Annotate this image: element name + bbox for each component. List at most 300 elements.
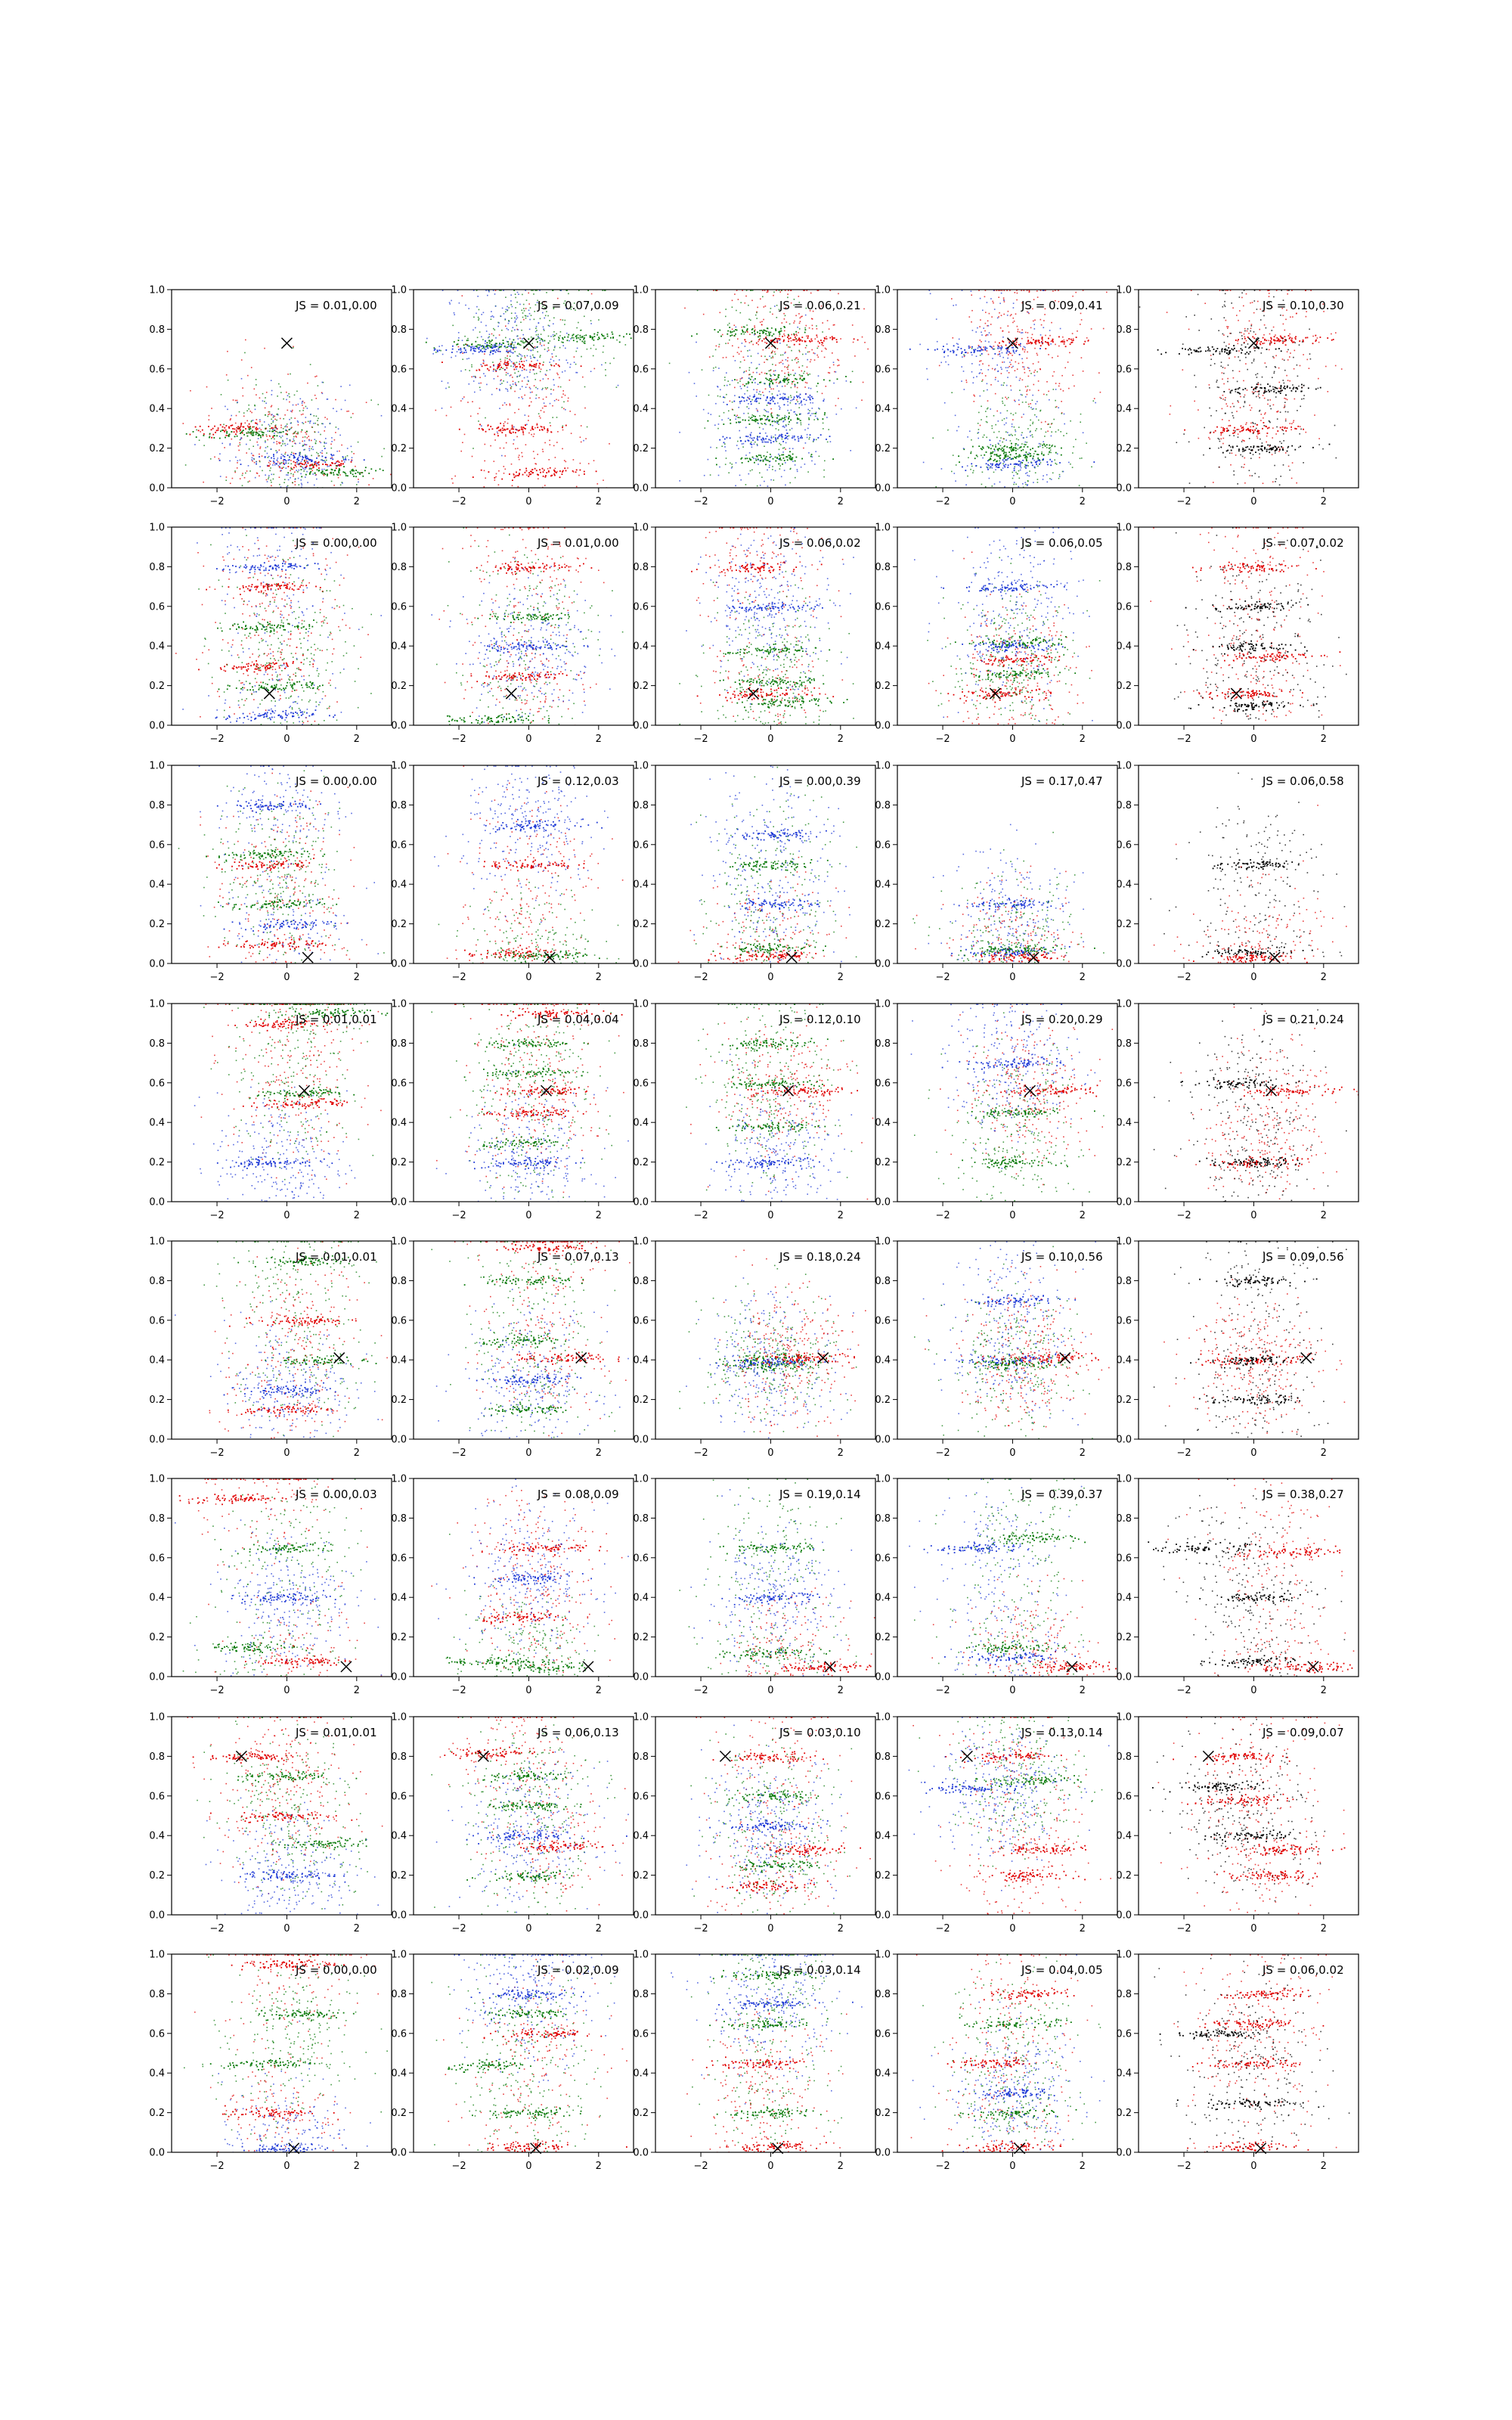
scatter-point: [995, 368, 996, 370]
scatter-point: [1287, 351, 1288, 352]
scatter-point: [534, 374, 535, 375]
scatter-point: [483, 361, 485, 362]
scatter-point: [1252, 392, 1253, 393]
scatter-point: [502, 405, 503, 406]
scatter-point: [816, 439, 817, 441]
scatter-point: [562, 407, 563, 408]
band-point: [580, 339, 581, 340]
scatter-point: [435, 410, 437, 411]
scatter-point: [273, 479, 274, 480]
scatter-point: [829, 328, 830, 330]
scatter-point: [438, 346, 440, 347]
band-point: [479, 347, 480, 349]
scatter-point: [573, 459, 575, 461]
scatter-point: [1021, 435, 1022, 436]
band-point: [850, 381, 851, 383]
scatter-point: [1029, 470, 1030, 472]
scatter-point: [522, 342, 523, 343]
scatter-point: [998, 354, 999, 355]
band-point: [1003, 450, 1005, 451]
scatter-point: [992, 301, 993, 302]
scatter-point: [563, 402, 565, 403]
band-point: [784, 393, 785, 395]
scatter-point: [978, 423, 979, 424]
scatter-point: [785, 415, 786, 417]
scatter-point: [1034, 320, 1036, 321]
band-point: [362, 476, 364, 477]
scatter-point: [267, 453, 268, 455]
scatter-point: [499, 390, 500, 392]
scatter-point: [525, 357, 526, 358]
scatter-point: [1025, 454, 1027, 455]
scatter-point: [745, 427, 747, 429]
band-point: [769, 333, 770, 334]
band-point: [770, 424, 771, 426]
band-point: [1015, 453, 1017, 455]
scatter-point: [943, 356, 945, 358]
scatter-point: [311, 399, 313, 401]
band-point: [353, 476, 355, 477]
band-point: [212, 434, 214, 436]
scatter-point: [553, 323, 554, 324]
band-point: [1030, 342, 1031, 343]
scatter-point: [1221, 439, 1222, 440]
scatter-point: [1287, 293, 1288, 295]
scatter-point: [547, 432, 548, 433]
scatter-point: [581, 425, 582, 427]
scatter-point: [596, 349, 597, 350]
band-point: [274, 458, 275, 460]
scatter-point: [801, 424, 802, 426]
band-point: [496, 428, 497, 430]
scatter-point: [550, 403, 551, 405]
scatter-point: [534, 433, 535, 435]
band-point: [469, 346, 470, 347]
scatter-point: [300, 473, 302, 475]
band-point: [1023, 455, 1024, 456]
scatter-point: [544, 345, 545, 346]
scatter-point: [770, 312, 771, 313]
scatter-point: [289, 419, 290, 420]
scatter-point: [237, 400, 238, 402]
scatter-point: [538, 336, 539, 337]
scatter-point: [1049, 478, 1051, 479]
scatter-point: [786, 367, 788, 368]
band-point: [1004, 445, 1005, 447]
scatter-point: [993, 472, 995, 473]
band-point: [782, 464, 783, 465]
scatter-point: [1017, 293, 1018, 294]
scatter-point: [278, 408, 280, 410]
scatter-point: [525, 315, 527, 317]
scatter-point: [835, 371, 837, 373]
band-point: [845, 376, 847, 377]
scatter-point: [275, 424, 277, 426]
scatter-point: [1038, 380, 1040, 382]
band-point: [259, 456, 260, 458]
y-tick-label: 0.8: [391, 324, 407, 336]
scatter-point: [500, 359, 501, 361]
scatter-point: [246, 452, 247, 454]
scatter-point: [784, 366, 785, 368]
scatter-point: [256, 461, 257, 463]
scatter-point: [864, 342, 866, 343]
scatter-point: [493, 328, 494, 330]
band-point: [1028, 343, 1030, 344]
band-point: [789, 421, 790, 423]
scatter-point: [1010, 386, 1012, 387]
scatter-point: [792, 436, 794, 437]
scatter-point: [801, 316, 802, 318]
scatter-point: [500, 383, 501, 385]
scatter-point: [290, 428, 292, 430]
scatter-point: [530, 369, 531, 371]
scatter-point: [501, 455, 503, 457]
scatter-point: [1002, 352, 1003, 354]
band-point: [773, 458, 774, 460]
scatter-point: [478, 317, 479, 318]
scatter-point: [271, 419, 272, 420]
band-point: [766, 343, 767, 344]
band-point: [730, 437, 731, 439]
band-point: [481, 346, 482, 347]
scatter-point: [783, 426, 785, 427]
scatter-point: [787, 293, 789, 295]
scatter-point: [542, 341, 544, 343]
band-point: [978, 346, 980, 348]
band-point: [323, 460, 324, 461]
scatter-point: [970, 346, 971, 348]
scatter-point: [1228, 420, 1230, 421]
scatter-point: [1016, 377, 1018, 378]
scatter-point: [532, 355, 534, 356]
scatter-point: [1030, 435, 1031, 436]
scatter-point: [807, 373, 808, 374]
scatter-point: [1284, 330, 1286, 331]
scatter-point: [979, 361, 981, 362]
scatter-point: [785, 315, 786, 317]
scatter-point: [735, 418, 736, 420]
band-point: [498, 349, 500, 350]
scatter-point: [321, 453, 323, 455]
scatter-point: [239, 430, 240, 432]
band-point: [273, 455, 274, 457]
scatter-point: [1015, 413, 1017, 414]
scatter-point: [1027, 358, 1028, 359]
scatter-point: [773, 371, 775, 372]
scatter-point: [588, 463, 590, 464]
scatter-point: [1294, 399, 1296, 400]
scatter-point: [1002, 330, 1004, 332]
scatter-point: [305, 406, 307, 408]
band-point: [554, 335, 556, 337]
band-point: [751, 382, 753, 383]
scatter-point: [516, 368, 517, 370]
scatter-point: [1012, 347, 1013, 349]
scatter-point: [274, 427, 276, 429]
scatter-point: [302, 437, 304, 439]
scatter-point: [942, 349, 943, 350]
band-point: [758, 339, 760, 340]
scatter-point: [493, 371, 494, 372]
scatter-point: [800, 375, 801, 377]
band-point: [529, 474, 531, 476]
scatter-point: [533, 369, 534, 371]
scatter-point: [1025, 396, 1027, 398]
scatter-point: [778, 454, 779, 455]
scatter-point: [531, 392, 533, 393]
scatter-point: [779, 336, 780, 337]
scatter-point: [951, 392, 953, 393]
scatter-point: [1007, 377, 1009, 378]
y-tick-label: 0.2: [149, 443, 165, 455]
y-tick-label: 0.8: [633, 324, 649, 336]
band-point: [719, 330, 720, 331]
scatter-point: [1025, 473, 1027, 474]
band-point: [796, 457, 798, 458]
scatter-point: [1027, 352, 1028, 353]
band-point: [243, 434, 245, 436]
band-point: [546, 472, 547, 473]
scatter-point: [1052, 357, 1053, 358]
band-point: [568, 337, 569, 338]
band-point: [1027, 343, 1028, 345]
scatter-point: [293, 474, 294, 476]
scatter-point: [544, 442, 546, 444]
scatter-point: [238, 450, 240, 451]
band-point: [751, 329, 753, 330]
band-point: [777, 437, 779, 439]
scatter-point: [977, 456, 978, 458]
scatter-point: [807, 434, 808, 436]
scatter-point: [251, 453, 253, 455]
band-point: [426, 342, 427, 343]
band-point: [318, 467, 320, 469]
scatter-point: [559, 359, 560, 361]
scatter-point: [243, 412, 245, 414]
band-point: [978, 350, 980, 352]
band-point: [785, 419, 786, 420]
scatter-point: [1022, 332, 1024, 334]
scatter-point: [770, 358, 772, 359]
scatter-point: [976, 376, 978, 377]
band-point: [274, 435, 275, 436]
scatter-point: [1043, 479, 1044, 480]
band-point: [800, 437, 801, 439]
scatter-point: [462, 442, 463, 443]
band-point: [1017, 464, 1018, 465]
scatter-point: [741, 378, 742, 380]
band-point: [779, 419, 781, 420]
scatter-point: [566, 333, 568, 334]
scatter-point: [1030, 420, 1031, 421]
scatter-point: [1285, 452, 1287, 454]
scatter-point: [793, 437, 795, 439]
band-point: [513, 340, 515, 341]
band-point: [1049, 448, 1050, 449]
scatter-point: [543, 361, 544, 363]
band-point: [801, 340, 803, 342]
scatter-point: [1015, 445, 1016, 446]
y-tick-label: 0.6: [391, 364, 407, 375]
band-point: [785, 437, 787, 439]
band-point: [515, 476, 516, 477]
band-point: [766, 330, 767, 332]
scatter-point: [507, 306, 508, 308]
band-point: [565, 470, 567, 472]
scatter-point: [1016, 299, 1018, 301]
scatter-point: [489, 354, 491, 355]
scatter-point: [301, 414, 302, 416]
scatter-point: [996, 365, 998, 366]
scatter-point: [1015, 434, 1016, 436]
band-point: [355, 476, 357, 477]
scatter-point: [326, 460, 327, 461]
scatter-point: [996, 437, 998, 439]
band-point: [226, 435, 228, 436]
band-point: [1015, 464, 1017, 465]
scatter-point: [294, 481, 296, 482]
scatter-point: [1242, 439, 1244, 441]
scatter-point: [528, 293, 529, 294]
scatter-point: [314, 485, 315, 486]
band-point: [505, 365, 507, 366]
scatter-point: [515, 297, 516, 299]
scatter-point: [293, 436, 295, 438]
band-point: [225, 437, 226, 439]
scatter-point: [1272, 481, 1274, 482]
band-point: [466, 352, 467, 353]
scatter-point: [984, 296, 986, 298]
band-point: [1010, 464, 1012, 465]
scatter-point: [785, 442, 787, 444]
scatter-point: [1055, 389, 1057, 390]
scatter-point: [324, 430, 325, 432]
scatter-point: [511, 386, 513, 388]
band-point: [792, 459, 793, 461]
scatter-point: [442, 408, 443, 409]
scatter-point: [531, 434, 532, 436]
band-point: [226, 425, 228, 427]
scatter-point: [471, 377, 472, 378]
band-point: [580, 335, 581, 337]
band-point: [816, 335, 817, 337]
scatter-point: [730, 463, 731, 464]
scatter-point: [982, 472, 984, 473]
scatter-point: [383, 448, 385, 450]
scatter-point: [576, 351, 578, 352]
scatter-point: [726, 357, 727, 358]
scatter-point: [534, 319, 535, 321]
band-point: [759, 333, 761, 334]
scatter-point: [500, 448, 501, 449]
scatter-point: [1061, 401, 1062, 402]
band-point: [341, 461, 342, 462]
scatter-point: [230, 443, 231, 445]
band-point: [749, 424, 751, 425]
band-point: [1045, 341, 1046, 343]
band-point: [466, 340, 468, 341]
scatter-point: [852, 371, 854, 372]
band-point: [811, 454, 813, 455]
scatter-point: [978, 429, 980, 430]
scatter-point: [547, 468, 549, 470]
scatter-point: [332, 458, 333, 459]
scatter-point: [753, 380, 754, 381]
band-point: [997, 448, 999, 450]
band-point: [1030, 453, 1031, 455]
scatter-point: [203, 482, 204, 483]
band-point: [494, 346, 496, 347]
scatter-point: [569, 380, 571, 381]
scatter-point: [989, 332, 990, 334]
scatter-point: [941, 468, 943, 470]
scatter-point: [484, 486, 485, 488]
y-tick-label: 0.4: [149, 404, 165, 415]
scatter-point: [818, 356, 820, 358]
scatter-point: [985, 375, 987, 377]
scatter-point: [947, 355, 949, 357]
scatter-point: [1015, 431, 1017, 433]
scatter-point: [758, 411, 759, 412]
scatter-point: [539, 338, 541, 340]
band-point: [824, 338, 826, 340]
scatter-point: [1009, 343, 1011, 344]
scatter-point: [290, 441, 291, 442]
band-point: [782, 417, 783, 419]
scatter-point: [544, 402, 545, 404]
scatter-point: [1011, 434, 1012, 436]
scatter-point: [517, 317, 519, 318]
scatter-point: [508, 307, 510, 309]
scatter-point: [320, 452, 321, 454]
band-point: [1020, 465, 1021, 467]
scatter-point: [765, 420, 767, 421]
scatter-point: [1041, 342, 1043, 343]
scatter-point: [1030, 403, 1031, 405]
scatter-point: [1048, 354, 1049, 355]
scatter-point: [452, 482, 454, 484]
scatter-point: [537, 346, 538, 348]
band-point: [1025, 467, 1027, 469]
band-point: [350, 471, 352, 473]
scatter-point: [519, 459, 520, 461]
scatter-point: [531, 343, 533, 344]
scatter-point: [804, 386, 806, 388]
scatter-point: [284, 414, 286, 416]
scatter-point: [587, 349, 588, 350]
scatter-point: [724, 446, 726, 448]
band-point: [775, 342, 776, 343]
scatter-point: [282, 436, 284, 437]
band-point: [820, 434, 822, 436]
scatter-point: [1050, 452, 1052, 454]
scatter-point: [511, 361, 513, 363]
scatter-point: [481, 337, 482, 338]
band-point: [801, 337, 803, 338]
scatter-point: [778, 458, 779, 460]
band-point: [460, 348, 461, 349]
scatter-point: [1258, 383, 1259, 385]
scatter-point: [1014, 400, 1015, 402]
scatter-point: [978, 348, 979, 349]
scatter-point: [538, 322, 540, 324]
scatter-point: [992, 358, 993, 359]
band-point: [775, 330, 776, 331]
scatter-point: [482, 348, 483, 349]
scatter-point: [249, 427, 251, 428]
scatter-point: [1012, 478, 1014, 479]
